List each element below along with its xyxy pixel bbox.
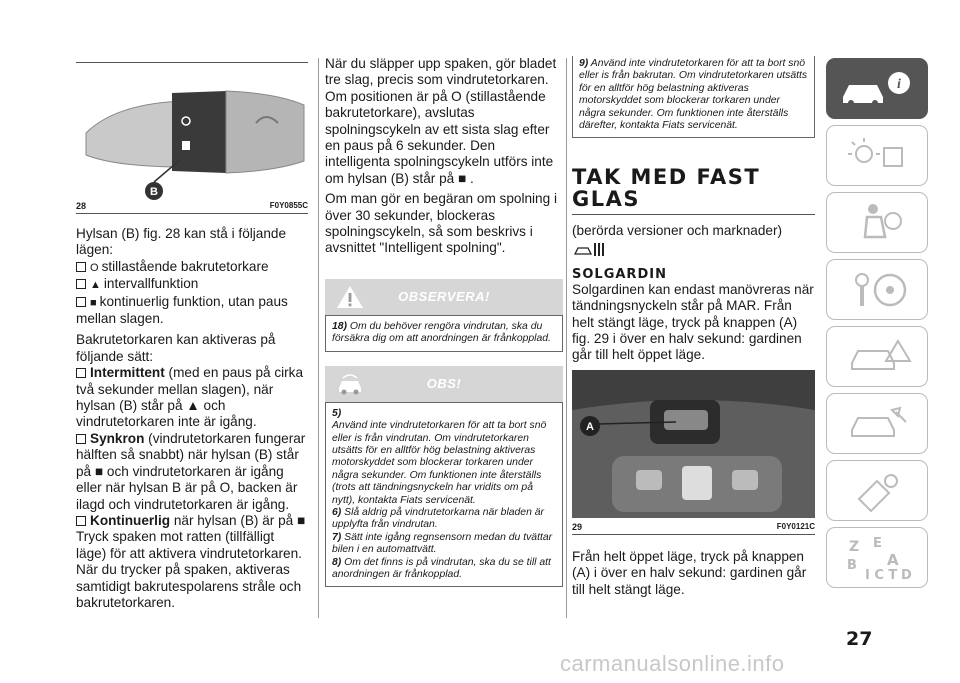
notice-item: 6) Slå aldrig på vindrutetorkarna när bladen är upplyfta från vindrutan. — [332, 506, 544, 531]
figure-29-caption — [572, 522, 815, 535]
close-sunshade-text: Från helt öppet läge, tryck på knappen (A) i över en halv sekund: gardinen går till helt stängt läge. — [572, 548, 807, 597]
figure-29-code: F0Y0121C — [776, 521, 815, 531]
column-divider — [318, 58, 319, 618]
versions-note: (berörda versioner och marknader) — [572, 223, 783, 239]
index-letters-icon — [837, 533, 917, 583]
continuous-position-icon: ■ — [90, 296, 97, 309]
intro-text: Hylsan (B) fig. 28 kan stå i följande lägen: — [76, 226, 287, 258]
list-item: ■ kontinuerlig funktion, utan paus mellan slagen. — [76, 293, 288, 327]
page-number: 27 — [846, 628, 873, 650]
checkbox-icon — [76, 516, 86, 526]
svg-text:A: A — [887, 550, 899, 569]
notice-box-header — [325, 366, 563, 402]
mode-name: Intermittent — [90, 365, 165, 381]
column-2 — [325, 56, 563, 587]
checkbox-icon — [76, 297, 86, 307]
airbag-seat-icon — [847, 201, 907, 245]
mode-item: Intermittent (med en paus på cirka två sekunder mellan slagen), när hylsan (B) står på ▲ och vindrutetorkaren inte är igång. — [76, 365, 304, 430]
sunshade-text: Solgardinen kan endast manövreras när tändningsnyckeln står på MAR. Från helt stängt läge, tryck på knappen (A) fig. 29 i över en halv sekund: gardinen går till helt öppet läge. — [572, 281, 814, 363]
figure-28 — [76, 63, 308, 201]
figure-29-number: 29 — [572, 521, 583, 532]
figure-28-number: 28 — [76, 201, 87, 211]
notice-item: 8) Om det finns is på vindrutan, ska du se till att anordningen är frånkopplad. — [332, 556, 551, 580]
release-lever-text: När du släpper upp spaken, gör bladet tre slag, precis som vindrutetorkaren. Om positionen är på O (stillastående bakrutetorkare), avslutas spolningscykeln av ett sista slag efter en paus på 6 sekunder. Den intelligenta spolningscykeln utförs inte om hylsan (B) står på ■ . — [325, 56, 557, 186]
roof-console-illustration — [572, 370, 815, 518]
svg-text:E: E — [873, 535, 882, 551]
svg-text:i: i — [897, 76, 901, 92]
section-heading: TAK MED FAST GLAS — [572, 165, 761, 212]
column-divider — [566, 58, 567, 618]
tab-emergency[interactable] — [826, 326, 928, 387]
svg-text:Z: Z — [849, 538, 860, 555]
figure-28-code: F0Y0855C — [269, 201, 308, 210]
mode-item: Kontinuerlig när hylsan (B) är på ■ — [76, 513, 308, 529]
tab-technical-data[interactable] — [826, 460, 928, 521]
checkbox-icon — [76, 434, 86, 444]
subsection-heading: SOLGARDIN — [572, 266, 667, 282]
mode-name: Synkron — [90, 430, 145, 446]
wash-block-text: Om man gör en begäran om spolning i över 30 sekunder, blockeras spolningscykeln, så som beskrivs i avsnittet "Intelligent spolning". — [325, 191, 557, 256]
svg-text:I C T: I C T — [865, 567, 898, 583]
media-icon — [847, 469, 907, 513]
figure-29-label: A — [586, 420, 594, 433]
figure-29 — [572, 370, 815, 518]
roof-options-icon — [572, 240, 612, 258]
notice-item: 7) Sätt inte igång regnsensorn medan du tvättar bilen i en automattvätt. — [332, 531, 553, 556]
svg-text:D: D — [901, 567, 912, 583]
interval-position-icon: ▲ — [90, 279, 101, 292]
push-lever-text: Tryck spaken mot ratten (tillfälligt läge) för att aktivera vindrutetorkaren. När du trycker på spaken, aktiveras samtidigt bakrutespolarens stråle och bakrutetorkaren. — [76, 529, 302, 610]
notice-box-title: OBS! — [426, 376, 462, 392]
checkbox-icon — [76, 279, 86, 289]
tab-safety[interactable] — [826, 192, 928, 253]
tab-maintenance[interactable] — [826, 393, 928, 454]
car-info-icon — [837, 69, 917, 109]
wrench-car-icon — [842, 404, 912, 444]
tab-car-info[interactable] — [826, 58, 928, 119]
watermark: carmanualsonline.info — [560, 651, 785, 676]
warning-box-header — [325, 279, 563, 315]
wiper-stalk-illustration — [76, 63, 308, 201]
mode-name: Kontinuerlig — [90, 512, 171, 528]
warning-box-body: 18) Om du behöver rengöra vindrutan, ska du försäkra dig om att anordningen är frånkopplad. — [325, 315, 563, 352]
warning-box-title: OBSERVERA! — [398, 289, 490, 305]
tab-index[interactable] — [826, 527, 928, 588]
warning-lights-icon — [842, 136, 912, 176]
notice-box — [325, 366, 563, 588]
list-item: ▲ intervallfunktion — [76, 276, 308, 293]
column-3 — [572, 56, 815, 598]
mode-item: Synkron (vindrutetorkaren fungerar hälften så snabbt) när hylsan (B) står på ■ och vindrutetorkaren är igång eller när hylsan B är på O, backen är ilagd och vindrutetorkaren är igång. — [76, 430, 306, 512]
tab-starting-driving[interactable] — [826, 259, 928, 320]
tab-warning-lights[interactable] — [826, 125, 928, 186]
list-item: O stillastående bakrutetorkare — [76, 259, 308, 276]
warning-box — [325, 279, 563, 352]
column-1 — [76, 56, 308, 611]
note-box: 9) Använd inte vindrutetorkaren för att ta bort snö eller is från bakrutan. Om vindrutetorkaren utsätts för en alltför hög belastning aktiveras motorskyddet som blockerar torkaren under några sekunder. Om funktionen inte återställs därefter, kontakta Fiats servicenät. — [572, 56, 815, 138]
car-hazard-icon — [842, 337, 912, 377]
notice-item: 5) Använd inte vindrutetorkaren för att ta bort snö eller is från vindrutan. Om vindrutetorkaren utsätts för en alltför hög belastning aktiveras motorskyddet som blockerar torkaren under några sekunder. Om funktionen inte återställs (trots att tändningsnyckeln har vridits om på nytt), kontakta Fiats servicenät. — [332, 407, 547, 506]
checkbox-icon — [76, 368, 86, 378]
svg-text:B: B — [847, 557, 857, 573]
figure-28-label: B — [150, 186, 158, 198]
checkbox-icon — [76, 262, 86, 272]
off-position-icon: O — [90, 261, 99, 274]
figure-28-caption — [76, 201, 308, 214]
notice-box-body — [325, 402, 563, 588]
activation-intro: Bakrutetorkaren kan aktiveras på följande sätt: — [76, 332, 276, 364]
key-steering-icon — [842, 268, 912, 312]
heading-rule — [572, 214, 815, 215]
